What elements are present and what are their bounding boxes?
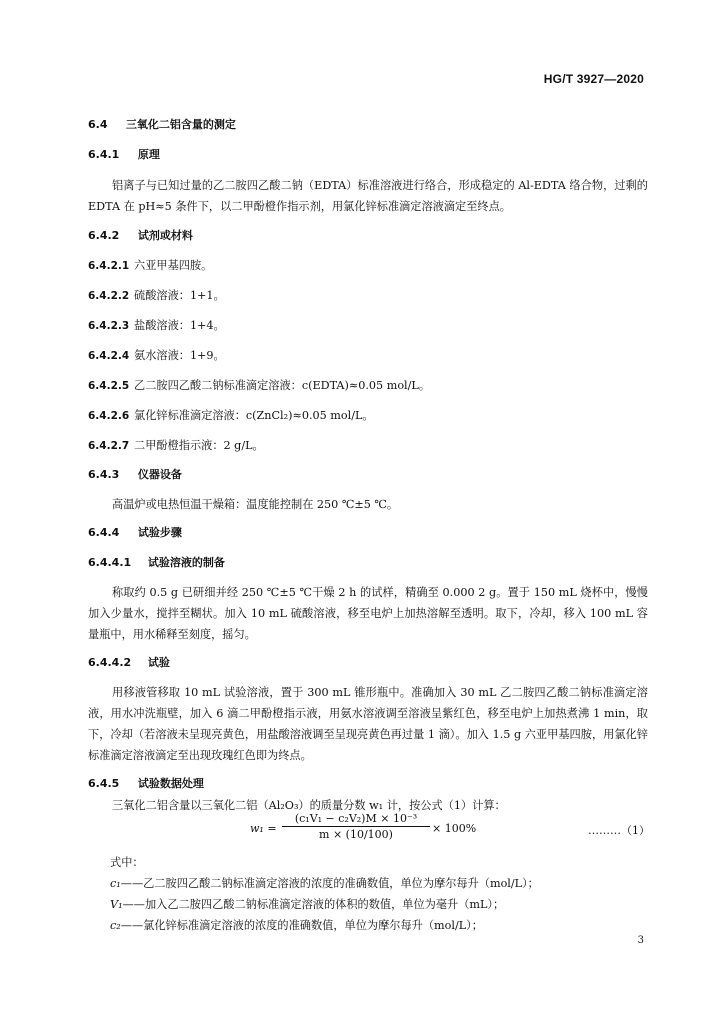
section-number: 6.4.5	[88, 777, 120, 790]
variable-description: ——氯化锌标准滴定溶液的浓度的准确数值，单位为摩尔每升（mol/L）；	[120, 919, 483, 932]
principle-paragraph: 铝离子与已知过量的乙二胺四乙酸二钠（EDTA）标准溶液进行络合，形成稳定的 Al-EDTA 络合物，过剩的 EDTA 在 pH≈5 条件下，以二甲酚橙作指示剂，用氯化锌标准滴定溶液滴定至终点。	[88, 179, 648, 213]
section-number: 6.4.3	[88, 468, 120, 481]
item-text: 盐酸溶液：1+4。	[134, 319, 225, 332]
reagent-item	[88, 315, 648, 337]
variable-symbol: c₁	[110, 877, 121, 890]
equipment-paragraph: 高温炉或电热恒温干燥箱：温度能控制在 250 ℃±5 ℃。	[112, 498, 399, 511]
section-heading	[88, 114, 648, 135]
variable-definition	[110, 894, 650, 915]
section-heading	[88, 552, 648, 573]
section-title: 原理	[137, 148, 160, 161]
item-text: 氯化锌标准滴定溶液：c(ZnCl₂)≈0.05 mol/L。	[134, 409, 374, 422]
formula-rhs: × 100%	[432, 822, 477, 835]
section-heading	[88, 522, 648, 543]
item-text: 乙二胺四乙酸二钠标准滴定溶液：c(EDTA)≈0.05 mol/L。	[134, 379, 431, 392]
variable-description: ——加入乙二胺四乙酸二钠标准滴定溶液的体积的数值，单位为毫升（mL）；	[122, 898, 505, 911]
section-title: 试验溶液的制备	[147, 556, 225, 569]
formula-1	[250, 812, 650, 848]
section-number: 6.4.2	[88, 229, 120, 242]
item-text: 硫酸溶液：1+1。	[134, 289, 225, 302]
preparation-paragraph: 称取约 0.5 g 已研细并经 250 ℃±5 ℃干燥 2 h 的试样，精确至 0.000 2 g。置于 150 mL 烧杯中，慢慢加入少量水，搅拌至糊状。加入 10 mL 硫酸溶液，移至电炉上加热溶解至透明。取下，冷却，移入 100 mL 容量瓶中，用水稀释至刻度，摇匀。	[88, 586, 648, 641]
item-number: 6.4.2.6	[88, 410, 130, 422]
reagent-item	[88, 285, 648, 307]
section-heading	[88, 773, 648, 794]
procedure-paragraph: 用移液管移取 10 mL 试验溶液，置于 300 mL 锥形瓶中。准确加入 30 mL 乙二胺四乙酸二钠标准滴定溶液，用水冲洗瓶壁，加入 6 滴二甲酚橙指示液，用氨水溶液调至溶液呈紫红色，移至电炉上加热煮沸 1 min，取下，冷却（若溶液未呈现亮黄色，用盐酸溶液调至呈现亮黄色再过量 1 滴）。加入 1.5 g 六亚甲基四胺，用氯化锌标准滴定溶液滴定至出现玫瑰红色即为终点。	[88, 686, 648, 762]
formula-numerator: (c₁V₁ − c₂V₂)M × 10⁻³	[282, 812, 430, 827]
section-title: 试剂或材料	[137, 229, 193, 242]
section-heading	[88, 464, 648, 485]
section-title: 仪器设备	[137, 468, 182, 481]
reagent-item	[88, 405, 648, 427]
section-number: 6.4	[88, 118, 108, 131]
section-number: 6.4.4	[88, 526, 120, 539]
item-text: 二甲酚橙指示液：2 g/L。	[134, 439, 264, 452]
formula-lhs: w₁ =	[250, 822, 277, 835]
section-heading	[88, 225, 648, 246]
item-text: 六亚甲基四胺。	[134, 259, 213, 272]
section-title: 试验步骤	[137, 526, 182, 539]
reagent-item	[88, 255, 648, 277]
reagent-item	[88, 345, 648, 367]
section-heading	[88, 652, 648, 673]
formula-fraction	[282, 812, 430, 841]
page-number: 3	[637, 935, 644, 946]
section-number: 6.4.1	[88, 148, 120, 161]
section-title: 试验	[147, 656, 170, 669]
section-title: 三氧化二铝含量的测定	[125, 118, 236, 131]
item-number: 6.4.2.3	[88, 320, 130, 332]
where-label: 式中：	[110, 856, 144, 869]
item-text: 氨水溶液：1+9。	[134, 349, 225, 362]
standard-code: HG/T 3927—2020	[543, 72, 644, 86]
item-number: 6.4.2.2	[88, 290, 130, 302]
variable-definition	[110, 873, 650, 894]
calculation-intro: 三氧化二铝含量以三氧化二铝（Al₂O₃）的质量分数 w₁ 计，按公式（1）计算：	[112, 799, 506, 812]
item-number: 6.4.2.7	[88, 440, 130, 452]
item-number: 6.4.2.5	[88, 380, 130, 392]
section-number: 6.4.4.2	[88, 656, 132, 669]
section-title: 试验数据处理	[137, 777, 204, 790]
formula-denominator: m × (10/100)	[319, 828, 393, 841]
item-number: 6.4.2.1	[88, 260, 130, 272]
reagent-item	[88, 435, 648, 457]
item-number: 6.4.2.4	[88, 350, 130, 362]
variable-symbol: c₂	[110, 919, 121, 932]
variable-description: ——乙二胺四乙酸二钠标准滴定溶液的浓度的准确数值，单位为摩尔每升（mol/L）；	[120, 877, 539, 890]
variable-definition	[110, 915, 650, 936]
section-heading	[88, 144, 648, 165]
section-number: 6.4.4.1	[88, 556, 132, 569]
variable-symbol: V₁	[110, 898, 123, 911]
reagent-item	[88, 375, 648, 397]
formula-tag: ………（1）	[588, 824, 650, 837]
